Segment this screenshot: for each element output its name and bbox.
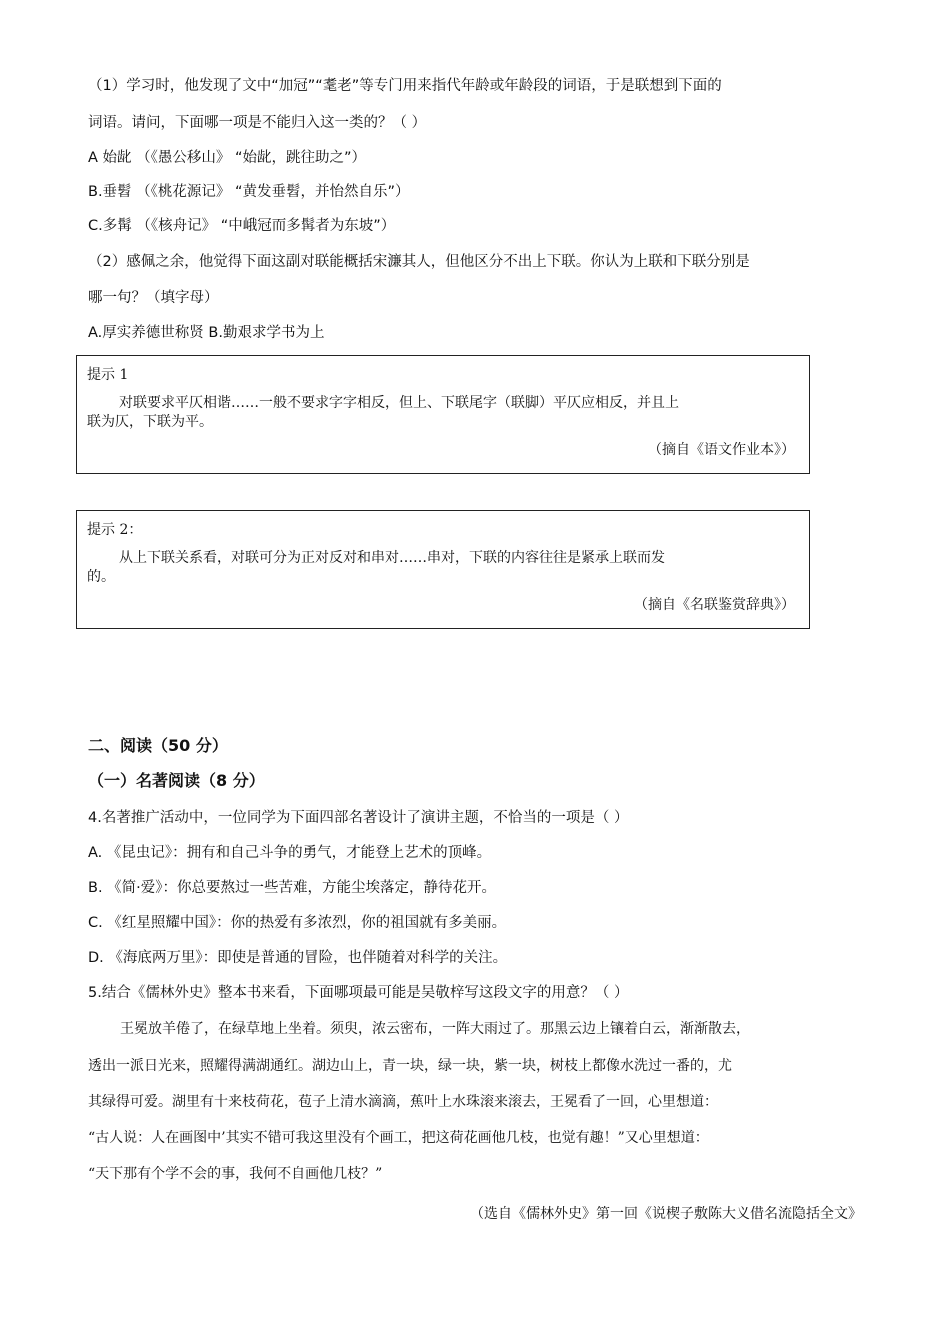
q4-option-b: B. 《简·爱》：你总要熬过一些苦难，方能尘埃落定，静待花开。 [88, 880, 497, 896]
q1-option-c: C.多髯 （《核舟记》 “中峨冠而多髯者为东坡”） [88, 218, 396, 234]
hint-box-1 [76, 355, 810, 474]
hint-1-body-line-1: 对联要求平仄相谐……一般不要求字字相反，但上、下联尾字（联脚）平仄应相反，并且上 [119, 395, 679, 411]
hint-1-source: （摘自《语文作业本》） [648, 442, 795, 458]
q4-stem: 4.名著推广活动中，一位同学为下面四部名著设计了演讲主题，不恰当的一项是（ ） [88, 810, 629, 826]
hint-1-body-line-2: 联为仄，下联为平。 [87, 414, 213, 430]
hint-2-body-line-2: 的。 [87, 569, 115, 585]
q1-option-a: A 始龀 （《愚公移山》 “始龀，跳往助之”） [88, 150, 367, 166]
hint-2-body-line-1: 从上下联关系看，对联可分为正对反对和串对……串对，下联的内容往往是紧承上联而发 [119, 550, 665, 566]
q2-line-1: （2）感佩之余，他觉得下面这副对联能概括宋濂其人，但他区分不出上下联。你认为上联和下联分别是 [88, 254, 750, 270]
passage-line-3: 其绿得可爱。湖里有十来枝荷花，苞子上清水滴滴，蕉叶上水珠滚来滚去，王冕看了一回，心里想道： [88, 1094, 718, 1110]
section-heading: 二、阅读（50 分） [88, 736, 228, 755]
passage-line-5: “天下那有个学不会的事，我何不自画他几枝？” [88, 1166, 383, 1182]
hint-2-title: 提示 2： [87, 522, 143, 538]
hint-1-title: 提示 1 [87, 367, 129, 383]
q1-option-b: B.垂髫 （《桃花源记》 “黄发垂髫，并怡然自乐”） [88, 184, 410, 200]
passage-line-2: 透出一派日光来，照耀得满湖通红。湖边山上，青一块，绿一块，紫一块，树枝上都像水洗过一番的，尤 [88, 1058, 732, 1074]
q1-line-2: 词语。请问，下面哪一项是不能归入这一类的？（ ） [88, 115, 427, 131]
q4-option-c: C. 《红星照耀中国》：你的热爱有多浓烈，你的祖国就有多美丽。 [88, 915, 507, 931]
couplet-options: A.厚实养德世称贤 B.勤艰求学书为上 [88, 325, 325, 341]
q4-option-a: A. 《昆虫记》：拥有和自己斗争的勇气，才能登上艺术的顶峰。 [88, 845, 492, 861]
q1-line-1: （1）学习时，他发现了文中“加冠”“耄老”等专门用来指代年龄或年龄段的词语，于是联想到下面的 [88, 78, 722, 94]
passage-line-1: 王冕放羊倦了，在绿草地上坐着。须臾，浓云密布，一阵大雨过了。那黑云边上镶着白云，渐渐散去， [120, 1021, 750, 1037]
hint-box-2 [76, 510, 810, 629]
q5-stem: 5.结合《儒林外史》整本书来看，下面哪项最可能是吴敬梓写这段文字的用意？（ ） [88, 985, 629, 1001]
q4-option-d: D. 《海底两万里》：即使是普通的冒险，也伴随着对科学的关注。 [88, 950, 508, 966]
section-subheading: （一）名著阅读（8 分） [88, 771, 265, 790]
passage-source: （选自《儒林外史》第一回《说楔子敷陈大义借名流隐括全文》 [470, 1206, 862, 1222]
passage-line-4: “古人说：人在画图中’其实不错可我这里没有个画工，把这荷花画他几枝，也觉有趣！”又心里想道： [88, 1130, 709, 1146]
q2-line-2: 哪一句？（填字母） [88, 290, 219, 306]
hint-2-source: （摘自《名联鉴赏辞典》） [634, 597, 795, 613]
